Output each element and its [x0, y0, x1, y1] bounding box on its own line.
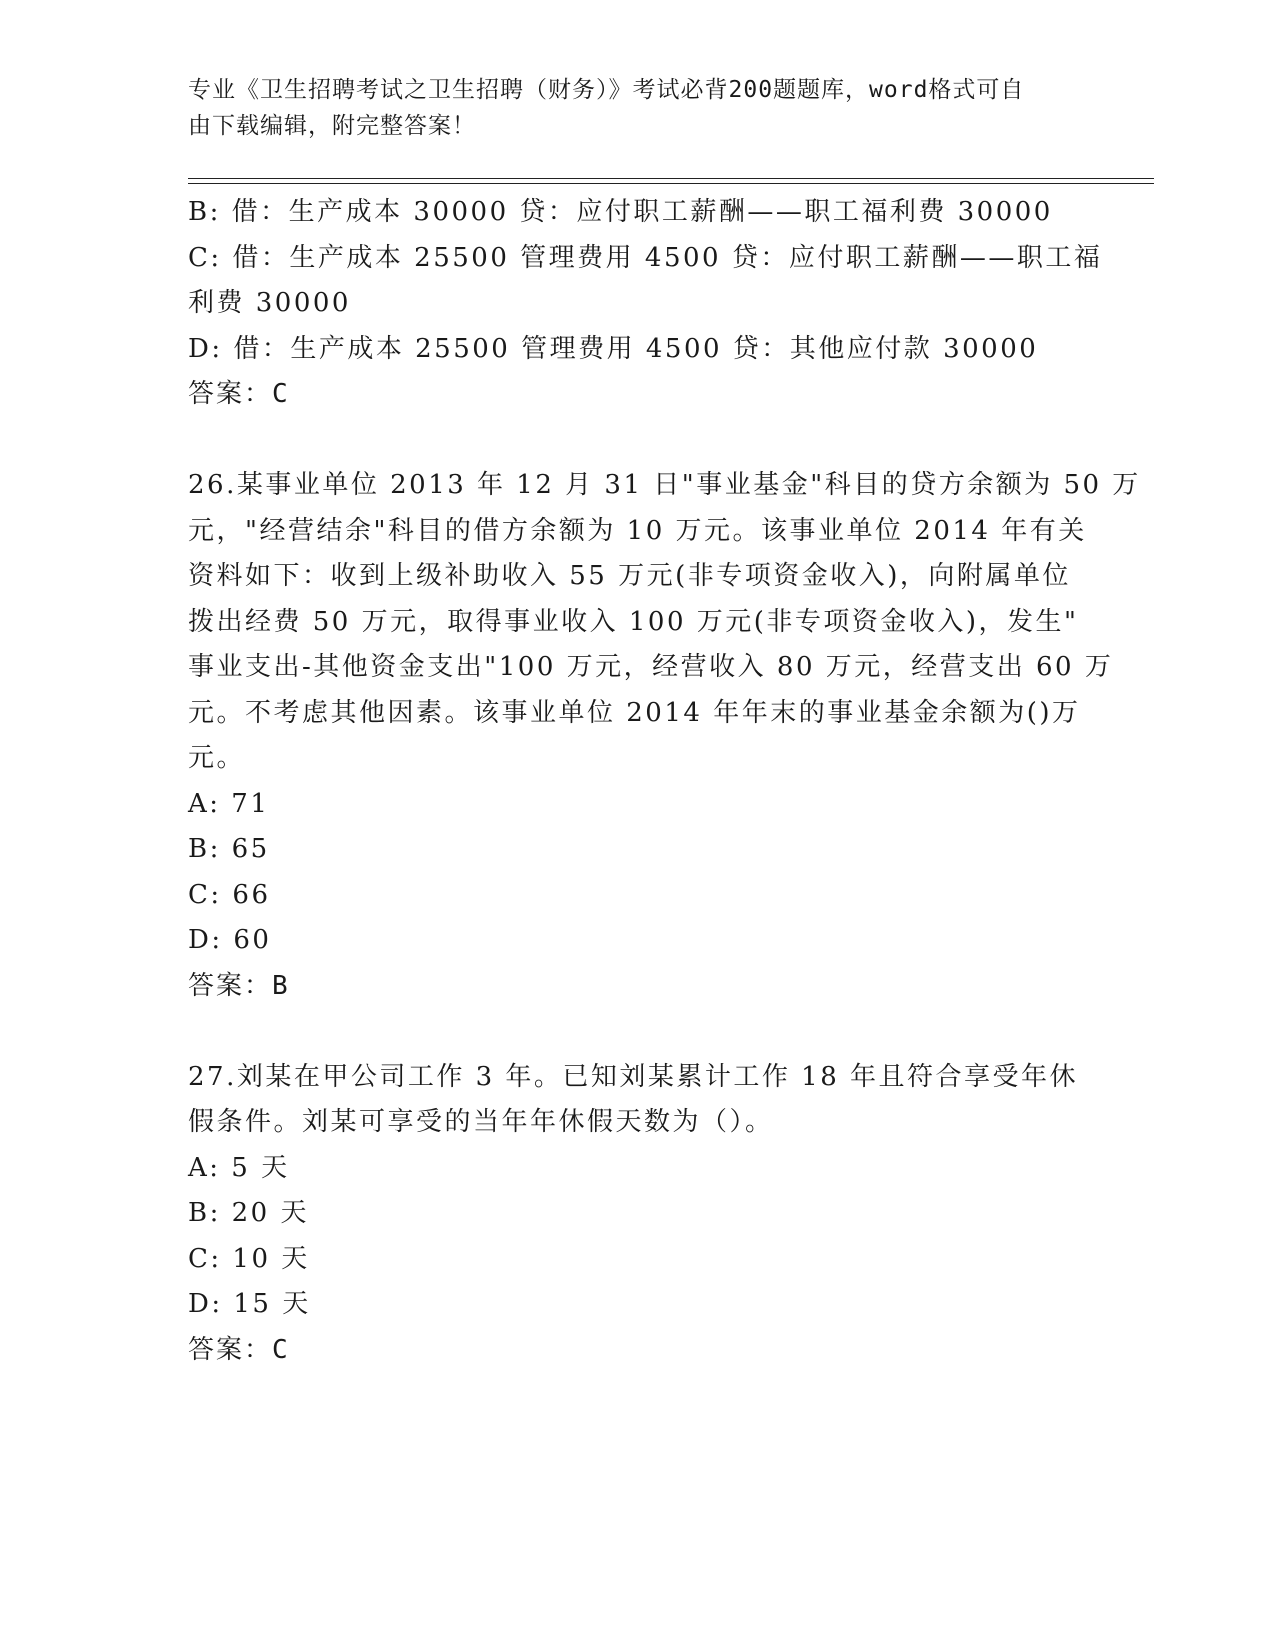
- question-26: [188, 463, 1141, 1009]
- header-divider-bottom: [188, 183, 1154, 184]
- q27-option-b: B: 20 天: [188, 1198, 309, 1228]
- q25-option-d: D: 借：生产成本 25500 管理费用 4500 贷：其他应付款 30000: [188, 333, 1039, 364]
- header-title-line-1: 专业《卫生招聘考试之卫生招聘（财务）》考试必背200题题库，word格式可自: [188, 77, 1025, 103]
- q26-stem-line: 元。不考虑其他因素。该事业单位 2014 年年末的事业基金余额为()万: [188, 697, 1081, 728]
- q26-stem-line: 26.某事业单位 2013 年 12 月 31 日"事业基金"科目的贷方余额为 50 万: [188, 470, 1141, 500]
- q27-answer: 答案：C: [188, 1334, 290, 1365]
- header-divider-top: [188, 178, 1154, 179]
- q26-option-c: C: 66: [188, 879, 271, 910]
- q27-option-a: A: 5 天: [188, 1152, 290, 1183]
- q25-option-c-line-1: C: 借：生产成本 25500 管理费用 4500 贷：应付职工薪酬——职工福: [188, 242, 1103, 273]
- q26-stem-line: 事业支出-其他资金支出"100 万元，经营收入 80 万元，经营支出 60 万: [188, 652, 1114, 682]
- header-title-line-2: 由下载编辑，附完整答案！: [188, 113, 476, 139]
- q26-answer: 答案：B: [188, 970, 290, 1001]
- question-list: [188, 190, 1141, 1373]
- q27-stem-line: 假条件。刘某可享受的当年年休假天数为（）。: [188, 1107, 774, 1137]
- q26-option-d: D: 60: [188, 925, 272, 955]
- document-header: [188, 72, 1088, 144]
- q26-option-a: A: 71: [188, 788, 270, 819]
- q27-option-c: C: 10 天: [188, 1243, 310, 1274]
- q25-option-b: B: 借：生产成本 30000 贷：应付职工薪酬——职工福利费 30000: [188, 197, 1053, 227]
- q27-option-d: D: 15 天: [188, 1289, 311, 1319]
- question-27: [188, 1055, 1078, 1374]
- q26-option-b: B: 65: [188, 834, 270, 864]
- q26-stem-line: 资料如下：收到上级补助收入 55 万元(非专项资金收入)，向附属单位: [188, 561, 1071, 591]
- q27-stem-line: 27.刘某在甲公司工作 3 年。已知刘某累计工作 18 年且符合享受年休: [188, 1061, 1079, 1092]
- q26-stem-line: 拨出经费 50 万元，取得事业收入 100 万元(非专项资金收入)，发生": [188, 606, 1079, 637]
- question-spacer: [188, 1009, 1078, 1055]
- q25-option-c-line-2: 利费 30000: [188, 288, 351, 318]
- question-spacer: [188, 418, 1078, 464]
- q25-answer: 答案：C: [188, 379, 290, 409]
- question-25-continued: [188, 190, 1103, 418]
- q26-stem-line: 元。: [188, 743, 246, 773]
- q26-stem-line: 元，"经营结余"科目的借方余额为 10 万元。该事业单位 2014 年有关: [188, 515, 1087, 546]
